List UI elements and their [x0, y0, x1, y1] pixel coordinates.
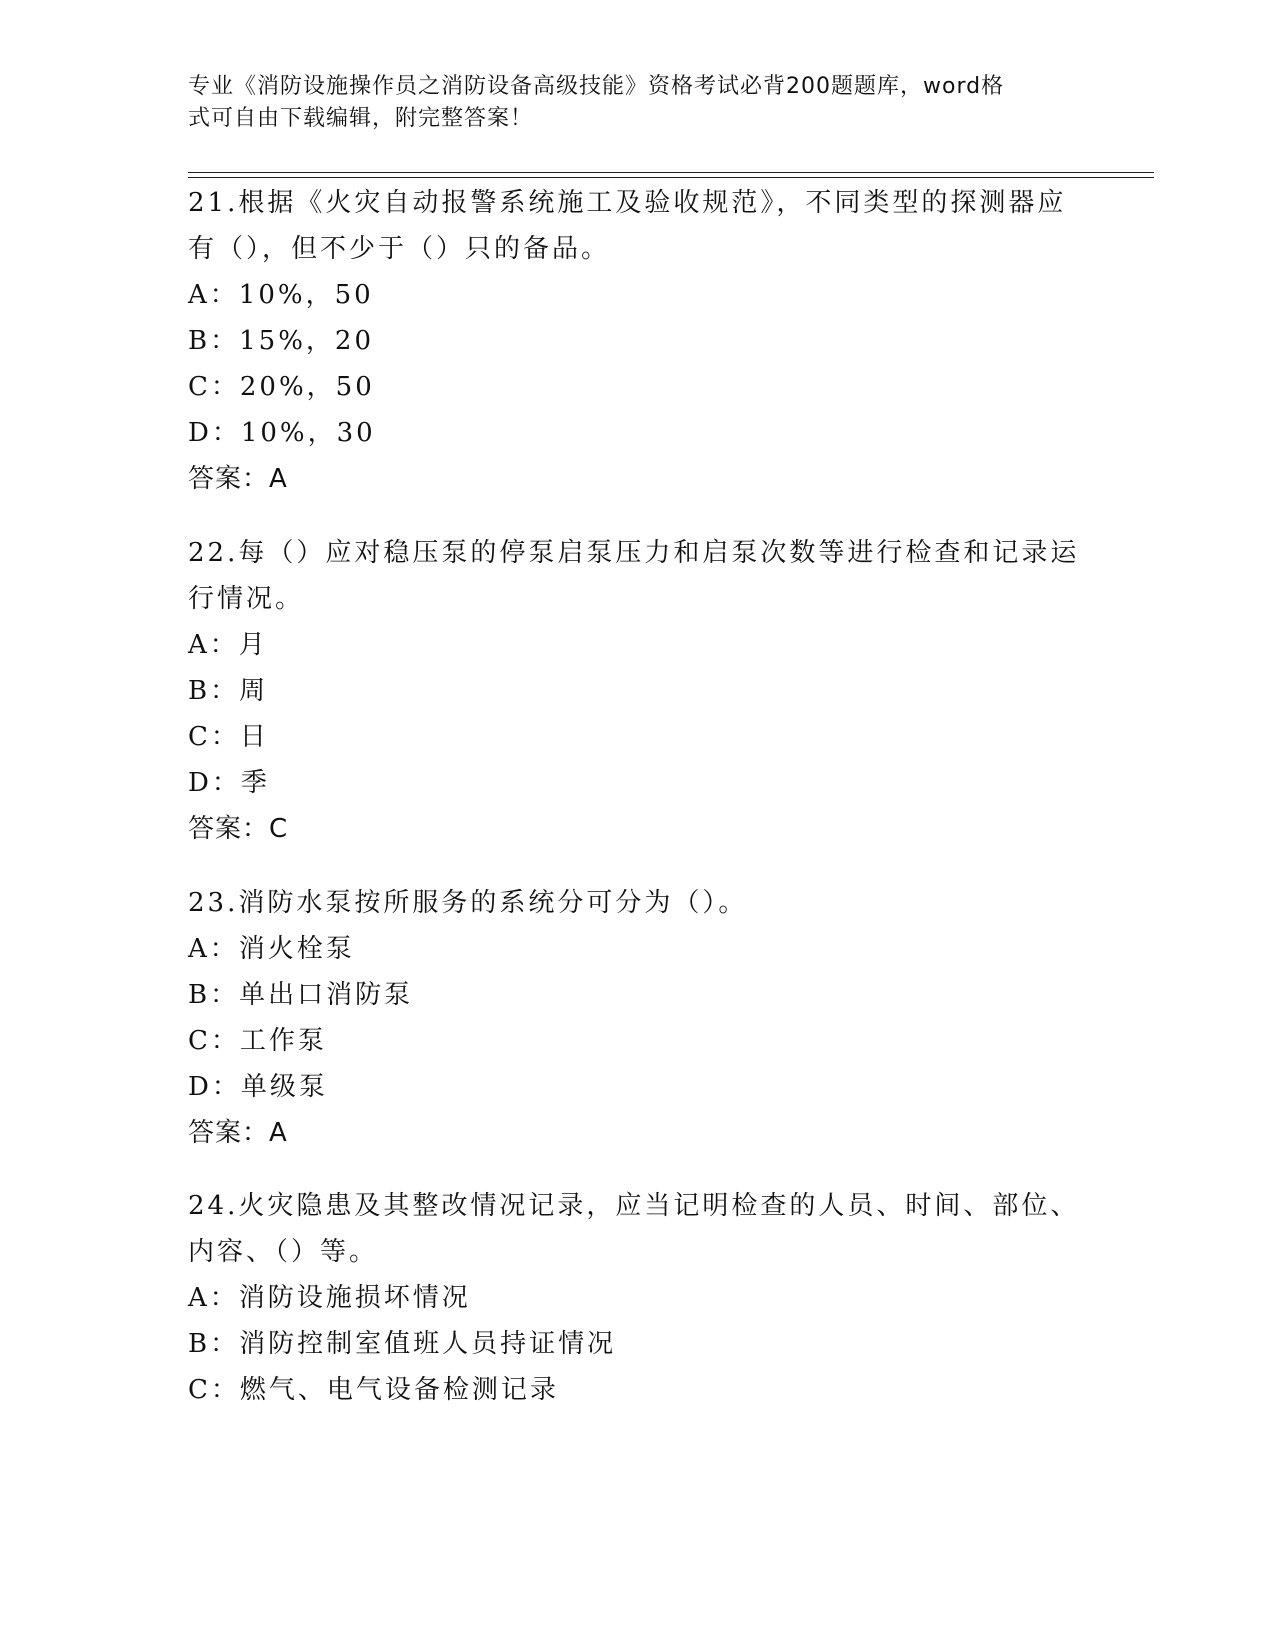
- option-b: B：15%，20: [188, 326, 374, 356]
- question-24: [188, 1183, 1088, 1413]
- question-22: [188, 530, 1088, 852]
- answer-line: 答案：A: [188, 464, 288, 494]
- option-d: D：单级泵: [188, 1072, 328, 1102]
- option-b: B：单出口消防泵: [188, 980, 414, 1010]
- header-divider-bottom: [188, 177, 1154, 178]
- question-21: [188, 180, 1088, 502]
- option-c: C：日: [188, 722, 269, 752]
- question-stem-line: 23.消防水泵按所服务的系统分可分为（）。: [188, 888, 748, 918]
- option-c: C：20%，50: [188, 372, 375, 402]
- option-d: D：季: [188, 768, 270, 798]
- question-stem-line: 22.每（）应对稳压泵的停泵启泵压力和启泵次数等进行检查和记录运: [188, 538, 1080, 568]
- header-line-1: 专业《消防设施操作员之消防设备高级技能》资格考试必背200题题库，word格: [188, 74, 1005, 99]
- option-d: D：10%，30: [188, 418, 376, 448]
- header-line-2: 式可自由下载编辑，附完整答案！: [188, 106, 534, 131]
- option-a: A：消火栓泵: [188, 934, 355, 964]
- option-c: C：工作泵: [188, 1026, 327, 1056]
- answer-line: 答案：A: [188, 1118, 288, 1148]
- question-stem-line: 有（），但不少于（）只的备品。: [188, 234, 611, 264]
- question-stem-line: 内容、（）等。: [188, 1237, 379, 1267]
- question-stem-line: 21.根据《火灾自动报警系统施工及验收规范》，不同类型的探测器应: [188, 188, 1067, 218]
- question-stem-line: 24.火灾隐患及其整改情况记录，应当记明检查的人员、时间、部位、: [188, 1191, 1080, 1221]
- option-a: A：10%，50: [188, 280, 374, 310]
- option-b: B：周: [188, 676, 269, 706]
- header-divider-top: [188, 172, 1154, 173]
- answer-line: 答案：C: [188, 814, 289, 844]
- option-b: B：消防控制室值班人员持证情况: [188, 1329, 617, 1359]
- question-stem-line: 行情况。: [188, 584, 305, 614]
- option-c: C：燃气、电气设备检测记录: [188, 1375, 559, 1405]
- option-a: A：消防设施损坏情况: [188, 1283, 471, 1313]
- option-a: A：月: [188, 630, 268, 660]
- question-23: [188, 880, 1088, 1156]
